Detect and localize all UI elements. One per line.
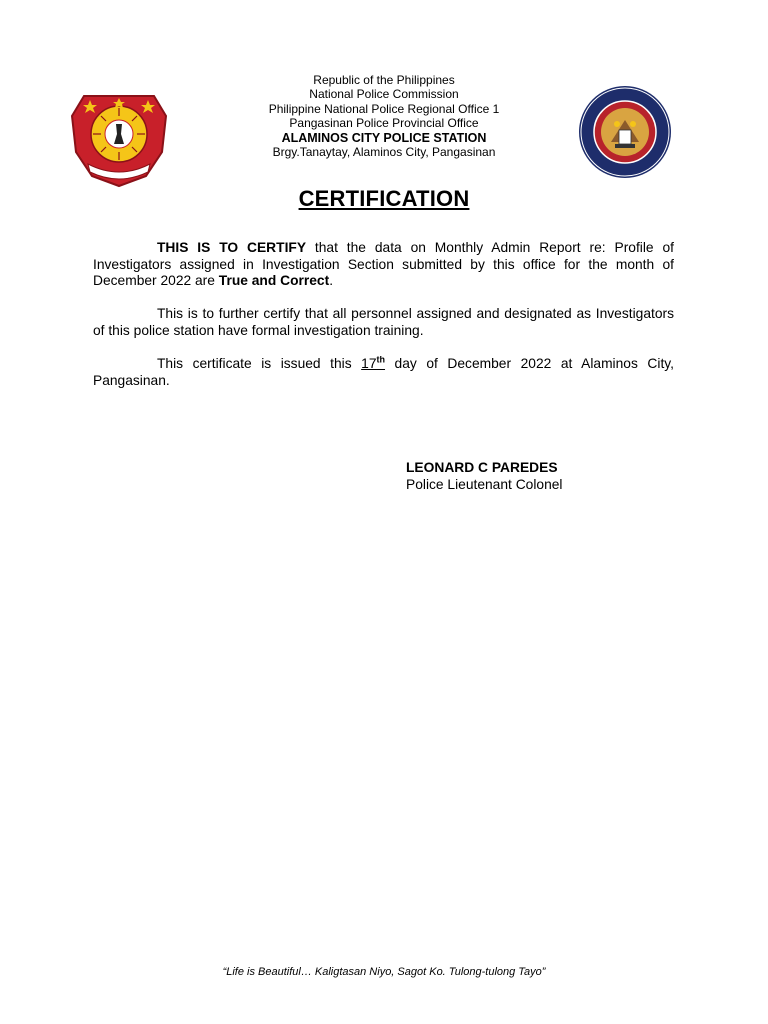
header-line-provincial-office: Pangasinan Police Provincial Office [289,116,479,131]
certify-lead: THIS IS TO CERTIFY [157,240,307,255]
pnp-logo [66,90,172,188]
paragraph-certify [93,240,674,290]
signatory-block [406,459,562,493]
certification-body [93,240,674,406]
header-line-regional-office: Philippine National Police Regional Office 1 [268,101,500,116]
issued-day-suffix: th [376,354,386,365]
paragraph-further-certify: This is to further certify that all personnel assigned and designated as Investigators of this police station have formal investigation training. [93,306,674,338]
paragraph-issued [93,356,674,389]
certify-text: that the data on Monthly Admin Report re: Profile of Investigators assigned in Investigation Section submitted by this office for the month of December 2022 are [93,240,674,289]
header-station-name: ALAMINOS CITY POLICE STATION [281,130,487,145]
document-title: CERTIFICATION [298,186,470,211]
certify-end: . [329,273,334,289]
signatory-rank: Police Lieutenant Colonel [406,477,563,492]
issued-after: day of December 2022 at Alaminos City, Pangasinan. [93,356,674,388]
issued-day [361,356,385,371]
certify-emphasis: True and Correct [218,273,330,289]
issued-before: This certificate is issued this [157,356,362,372]
header-line-republic: Republic of the Philippines [313,73,455,87]
letterhead [230,73,538,159]
header-line-napolcom: National Police Commission [309,87,459,102]
issued-day-number: 17 [361,356,377,372]
header-address: Brgy.Tanaytay, Alaminos City, Pangasinan [272,145,496,160]
footer-motto: “Life is Beautiful… Kaligtasan Niyo, Sagot Ko. Tulong-tulong Tayo” [222,966,546,978]
signatory-name: LEONARD C PAREDES [406,460,558,475]
alaminos-police-seal [577,84,673,180]
